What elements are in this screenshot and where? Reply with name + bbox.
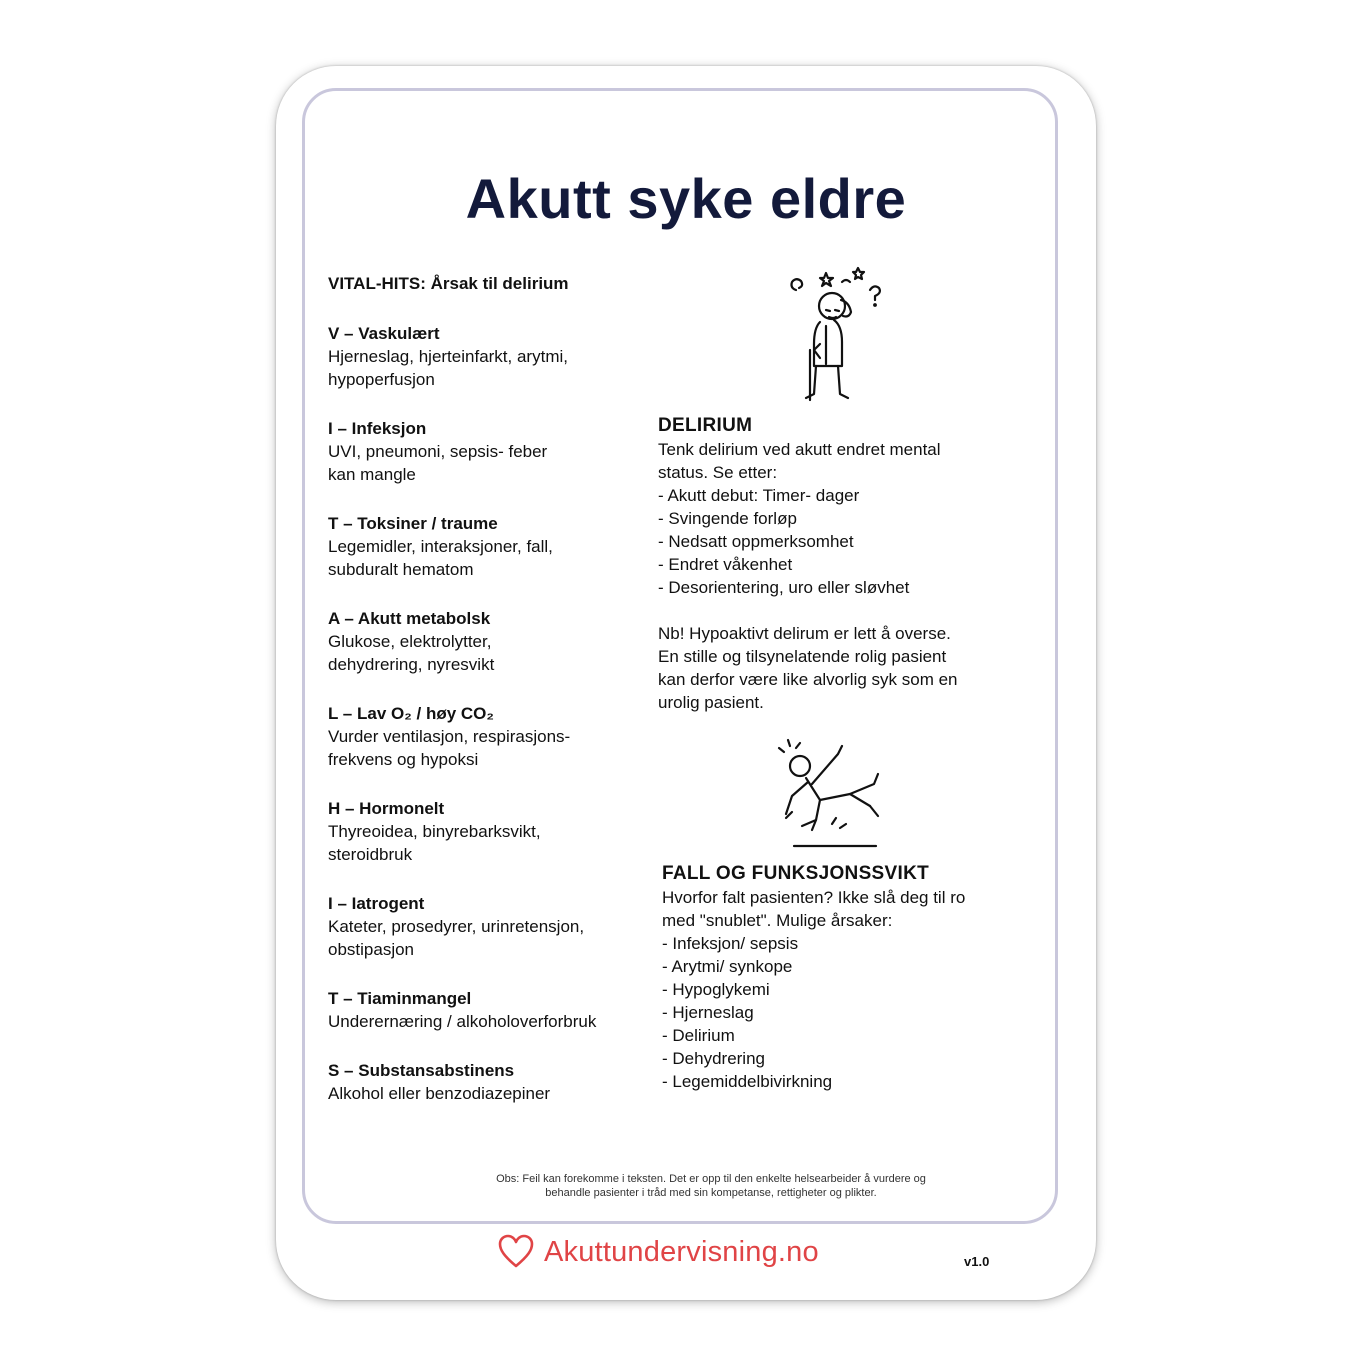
delirium-note-line: Nb! Hypoaktivt delirum er lett å overse. <box>658 624 951 643</box>
list-item: - Nedsatt oppmerksomhet <box>658 530 1018 553</box>
vital-item-desc: kan mangle <box>328 465 416 484</box>
confused-elderly-icon <box>786 264 896 406</box>
vital-item <box>328 512 658 581</box>
list-item: - Legemiddelbivirkning <box>662 1070 1022 1093</box>
vital-item-desc: Vurder ventilasjon, respirasjons- <box>328 727 571 746</box>
vital-item-title: I – Infeksjon <box>328 419 427 438</box>
vital-item <box>328 987 658 1033</box>
vital-hits-section <box>328 274 658 1131</box>
disclaimer-line: Obs: Feil kan forekomme i teksten. Det er opp til den enkelte helsearbeider å vurdere og <box>496 1173 926 1185</box>
list-item: - Dehydrering <box>662 1047 1022 1070</box>
vital-item-desc: dehydrering, nyresvikt <box>328 655 495 674</box>
vital-item-desc: Glukose, elektrolytter, <box>328 632 492 651</box>
vital-item <box>328 607 658 676</box>
vital-item-desc: steroidbruk <box>328 845 413 864</box>
vital-item <box>328 322 658 391</box>
vital-item <box>328 417 658 486</box>
vital-item-title: H – Hormonelt <box>328 799 445 818</box>
fall-section <box>662 862 1022 1093</box>
list-item: - Infeksjon/ sepsis <box>662 932 1022 955</box>
heart-outline-icon <box>498 1234 534 1270</box>
delirium-note <box>658 622 1018 714</box>
vital-item-title: S – Substansabstinens <box>328 1061 515 1080</box>
vital-item-title: A – Akutt metabolsk <box>328 609 491 628</box>
vital-item-desc: Underernæring / alkoholoverforbruk <box>328 1012 597 1031</box>
vital-item <box>328 892 658 961</box>
list-item: - Svingende forløp <box>658 507 1018 530</box>
vital-item-desc: subduralt hematom <box>328 560 474 579</box>
delirium-section <box>658 414 1018 714</box>
vital-item-desc: hypoperfusjon <box>328 370 435 389</box>
brand-name: Akuttundervisning.no <box>544 1235 819 1268</box>
list-item: - Desorientering, uro eller sløvhet <box>658 576 1018 599</box>
vital-hits-heading: VITAL-HITS: Årsak til delirium <box>328 274 569 293</box>
fall-list <box>662 932 1022 1093</box>
disclaimer <box>426 1172 996 1200</box>
list-item: - Hypoglykemi <box>662 978 1022 1001</box>
list-item: - Akutt debut: Timer- dager <box>658 484 1018 507</box>
delirium-intro-line: Tenk delirium ved akutt endret mental <box>658 440 941 459</box>
brand-logo <box>498 1234 819 1270</box>
vital-item <box>328 797 658 866</box>
vital-item-title: V – Vaskulært <box>328 324 440 343</box>
delirium-list <box>658 484 1018 599</box>
vital-item-desc: Legemidler, interaksjoner, fall, <box>328 537 553 556</box>
vital-item-desc: UVI, pneumoni, sepsis- feber <box>328 442 548 461</box>
vital-item-title: T – Tiaminmangel <box>328 989 472 1008</box>
vital-item-title: L – Lav O₂ / høy CO₂ <box>328 704 494 723</box>
vital-item-desc: obstipasjon <box>328 940 415 959</box>
vital-item <box>328 1059 658 1105</box>
fall-intro-line: Hvorfor falt pasienten? Ikke slå deg til ro <box>662 888 966 907</box>
vital-item-desc: Thyreoidea, binyrebarksvikt, <box>328 822 541 841</box>
vital-item-desc: Kateter, prosedyrer, urinretensjon, <box>328 917 585 936</box>
list-item: - Arytmi/ synkope <box>662 955 1022 978</box>
delirium-note-line: urolig pasient. <box>658 693 764 712</box>
card-title: Akutt syke eldre <box>465 167 907 230</box>
delirium-note-line: kan derfor være like alvorlig syk som en <box>658 670 958 689</box>
vital-item-desc: Alkohol eller benzodiazepiner <box>328 1084 551 1103</box>
version-label: v1.0 <box>964 1254 990 1269</box>
delirium-note-line: En stille og tilsynelatende rolig pasient <box>658 647 947 666</box>
vital-item-desc: Hjerneslag, hjerteinfarkt, arytmi, <box>328 347 568 366</box>
vital-item-title: I – Iatrogent <box>328 894 425 913</box>
delirium-heading: DELIRIUM <box>658 415 753 436</box>
disclaimer-line: behandle pasienter i tråd med sin kompetanse, rettigheter og plikter. <box>545 1187 877 1199</box>
list-item: - Delirium <box>662 1024 1022 1047</box>
reference-card <box>276 66 1096 1300</box>
delirium-intro-line: status. Se etter: <box>658 463 778 482</box>
vital-item-desc: frekvens og hypoksi <box>328 750 479 769</box>
list-item: - Hjerneslag <box>662 1001 1022 1024</box>
fall-intro-line: med "snublet". Mulige årsaker: <box>662 911 893 930</box>
falling-person-icon <box>776 738 891 853</box>
list-item: - Endret våkenhet <box>658 553 1018 576</box>
vital-item-title: T – Toksiner / traume <box>328 514 498 533</box>
fall-heading: FALL OG FUNKSJONSSVIKT <box>662 863 929 884</box>
vital-item <box>328 702 658 771</box>
